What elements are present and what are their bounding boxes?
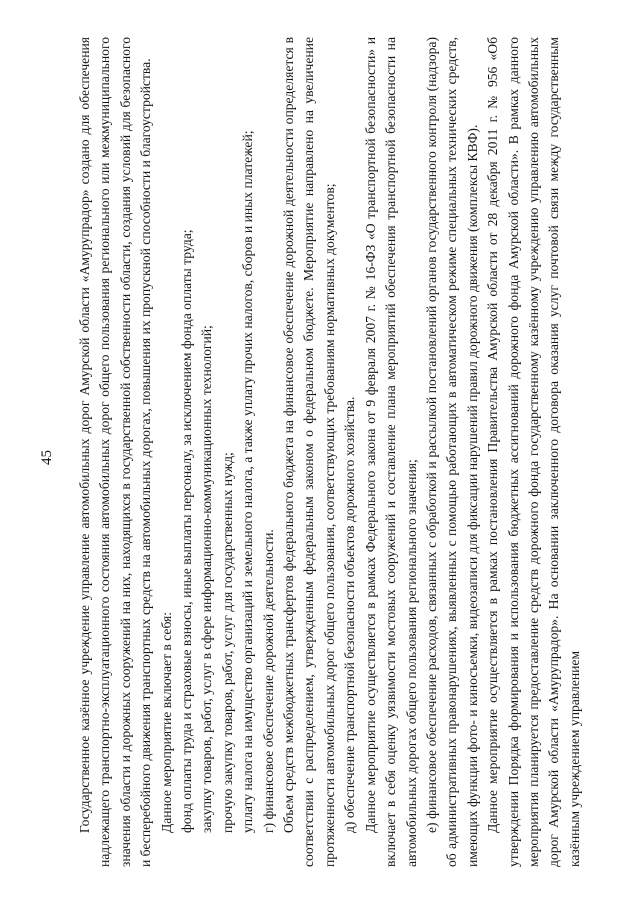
- paragraph-implementation: Данное мероприятие осуществляется в рамках постановления Правительства Амурской области от 28 декабря 2011 г. № 956 «Об утверждении Порядка формирования и использования бюджетных ассигнований дорожного фонда Амурской области». В рамках данного мероприятия планируется предоставление средств дорожного фонда государственному казённому учреждению управлению автомобильных дорог Амурской области «Амурупрадор». На основании заключенного договора оказания услуг почтовой связи между государственным казённым учреждением управлением: [485, 37, 582, 867]
- page-number: 45: [39, 450, 55, 465]
- paragraph-item-d: д) обеспечение транспортной безопасности объектов дорожного хозяйства.: [342, 396, 358, 833]
- list-item-taxes: уплату налога на имущество организаций и земельного налога, а также уплату прочих налогов, сборов и иных платежей;: [240, 130, 256, 833]
- paragraph-agency-purpose: Государственное казённое учреждение управление автомобильных дорог Амурской области «Амурупрадор» создано для обеспечения надлежащего транспортно-эксплуатационного состояния автомобильных дорог общего пользования регионального или межмуниципального значения области и дорожных сооружений на них, находящихся в государственной собственности области, создания условий для безопасного и бесперебойного движения транспортных средств на автомобильных дорогах, повышения их пропускной способности и благоустройства.: [77, 37, 154, 867]
- paragraph-transport-security: Данное мероприятие осуществляется в рамках Федерального закона от 9 февраля 2007 г. № 16-ФЗ «О транспортной безопасности» и включает в себя оценку уязвимости мостовых сооружений и составление плана мероприятий обеспечения транспортной безопасности на автомобильных дорогах общего пользования регионального значения;: [362, 37, 419, 867]
- paragraph-includes: Данное мероприятие включает в себя:: [158, 611, 174, 833]
- paragraph-item-g: г) финансовое обеспечение дорожной деятельности.: [260, 529, 276, 833]
- document-body: [75, 37, 585, 867]
- list-item-ict-procurement: закупку товаров, работ, услуг в сфере информационно-коммуникационных технологий;: [199, 325, 215, 833]
- list-item-payroll: фонд оплаты труда и страховые взносы, иные выплаты персоналу, за исключением фонда оплаты труда;: [179, 229, 195, 833]
- paragraph-item-e: е) финансовое обеспечение расходов, связанных с обработкой и рассылкой постановлений органов государственного контроля (надзора) об административных правонарушениях, выявленных с помощью работающих в автоматическом режиме специальных технических средств, имеющих функции фото- и киносъемки, видеозаписи для фиксации нарушений правил дорожного движения (комплексы КВФ).: [423, 37, 480, 867]
- paragraph-transfers: Объем средств межбюджетных трансфертов федерального бюджета на финансовое обеспечение дорожной деятельности определяется в соответствии с распределением, утвержденным федеральным законом о федеральном бюджете. Мероприятие направлено на увеличение протяженности автомобильных дорог общего пользования, соответствующих требованиям нормативных документов;: [281, 37, 337, 867]
- list-item-other-procurement: прочую закупку товаров, работ, услуг для государственных нужд;: [219, 452, 235, 833]
- rotated-page-content: [75, 37, 582, 867]
